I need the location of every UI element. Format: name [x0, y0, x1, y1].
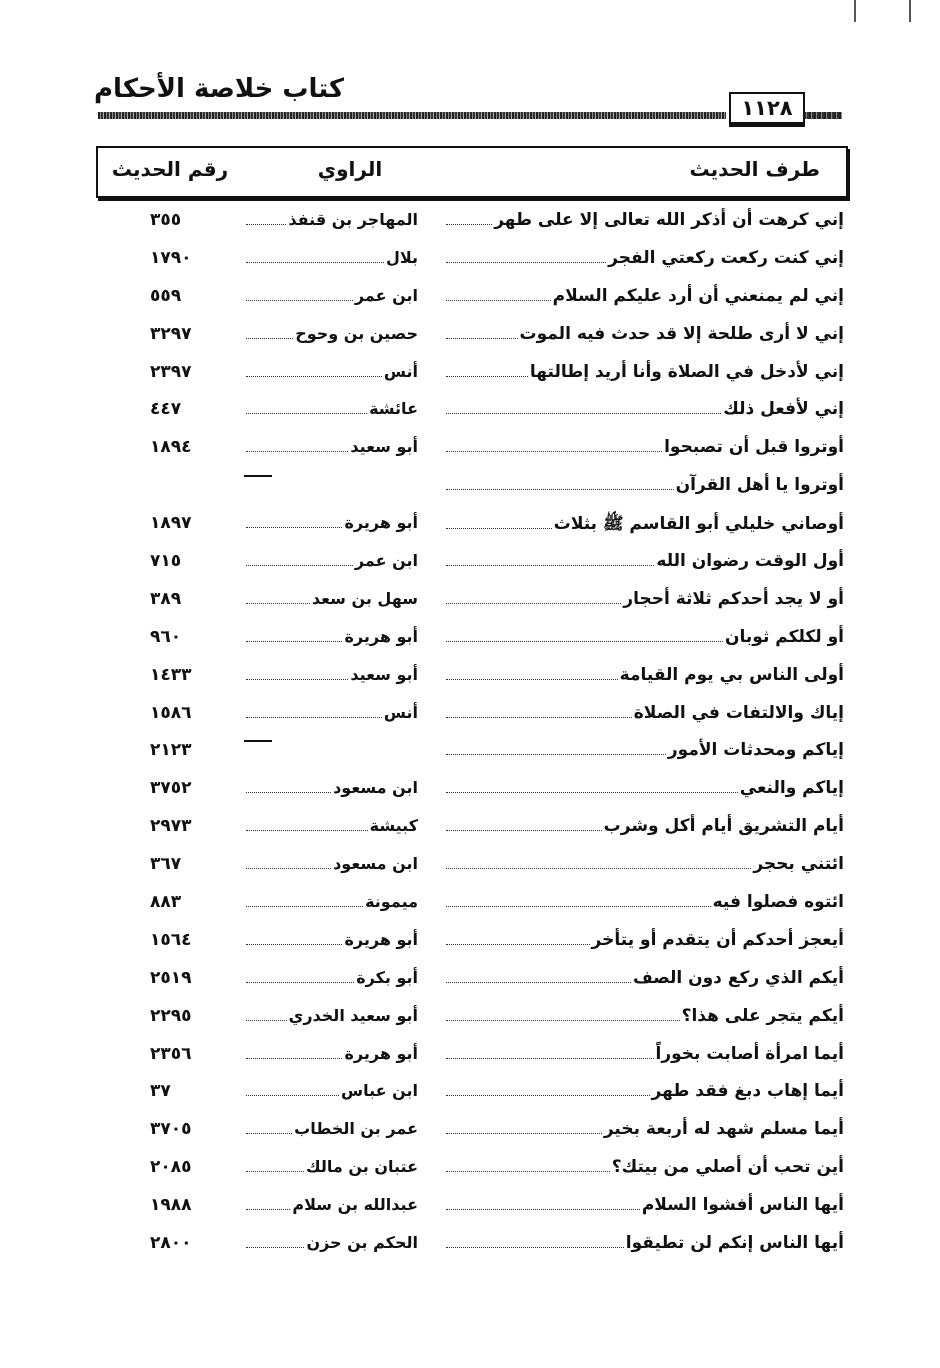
hadith-text [444, 892, 844, 912]
hadith-number: ٣٧٥٢ [150, 778, 192, 799]
dot-leader [246, 829, 368, 831]
dot-leader [446, 1057, 654, 1059]
dot-leader [446, 1170, 610, 1172]
hadith-label: إني لأدخل في الصلاة وأنا أريد إطالتها [529, 361, 844, 382]
hadith-number: ٩٦٠ [150, 626, 182, 647]
dot-leader [246, 716, 382, 718]
narrator-cell [244, 1157, 418, 1176]
hadith-number: ٨٨٣ [150, 892, 182, 913]
dot-leader [446, 602, 621, 604]
narrator-cell [244, 1195, 418, 1214]
narrator-name: أنس [383, 702, 418, 722]
table-row [0, 1040, 940, 1078]
table-row [0, 1191, 940, 1229]
dot-leader [246, 526, 342, 528]
table-row [0, 206, 940, 244]
hadith-number: ٢٨٠٠ [150, 1233, 192, 1254]
dot-leader [246, 867, 331, 869]
hadith-number: ١٩٨٨ [150, 1195, 192, 1216]
hadith-text [444, 475, 844, 495]
hadith-label: أيما امرأة أصابت بخوراً [655, 1043, 844, 1064]
table-row [0, 320, 940, 358]
hadith-text [444, 1119, 844, 1139]
hadith-number: ١٥٦٤ [150, 929, 192, 950]
hadith-number: ٣٧٠٥ [150, 1119, 192, 1140]
table-row [0, 1153, 940, 1191]
dot-leader [446, 905, 711, 907]
narrator-cell [244, 854, 418, 873]
narrator-cell [244, 248, 418, 267]
hadith-label: أوصاني خليلي أبو القاسم ﷺ بثلاث [553, 514, 844, 535]
hadith-label: ائتوه فصلوا فيه [712, 892, 844, 913]
hadith-number: ٥٥٩ [150, 285, 182, 306]
dot-leader [246, 1094, 339, 1096]
dot-leader [246, 1132, 292, 1134]
narrator-name: أبو سعيد [350, 664, 418, 684]
table-row [0, 699, 940, 737]
dot-leader [446, 450, 662, 452]
narrator-name: أنس [383, 361, 418, 381]
dot-leader [446, 716, 632, 718]
dot-leader [246, 1057, 342, 1059]
dot-leader [446, 412, 721, 414]
narrator-name: ابن مسعود [333, 854, 418, 874]
hadith-number: ٧١٥ [150, 551, 182, 572]
hadith-label: أول الوقت رضوان الله [656, 551, 844, 572]
dot-leader [246, 223, 286, 225]
table-row [0, 471, 940, 509]
hadith-text [444, 1195, 844, 1215]
dot-leader [446, 488, 674, 490]
hadith-label: إني لأفعل ذلك [723, 399, 844, 420]
narrator-cell [244, 437, 418, 456]
dot-leader [246, 791, 331, 793]
dot-leader [246, 640, 342, 642]
hadith-number: ٤٤٧ [150, 399, 182, 420]
narrator-name: أبو بكرة [356, 967, 418, 987]
narrator-name: حصين بن وحوح [295, 323, 418, 343]
dot-leader [446, 527, 552, 529]
hadith-label: أيام التشريق أيام أكل وشرب [603, 816, 844, 837]
table-row [0, 1077, 940, 1115]
dot-leader [246, 1019, 287, 1021]
dot-leader [446, 753, 666, 755]
dot-leader [246, 564, 353, 566]
hadith-text [444, 1233, 844, 1253]
narrator-cell [244, 589, 418, 608]
hadith-number: ٢٢٩٥ [150, 1005, 192, 1026]
narrator-name: ميمونة [365, 892, 418, 912]
hadith-number: ١٤٣٣ [150, 664, 192, 685]
table-row [0, 282, 940, 320]
hadith-label: إني كرهت أن أذكر الله تعالى إلا على طهر [494, 210, 844, 230]
hadith-number: ٢٠٨٥ [150, 1157, 192, 1178]
narrator-cell [244, 816, 418, 835]
table-row [0, 774, 940, 812]
hadith-text [444, 703, 844, 723]
dot-leader [446, 299, 551, 301]
hadith-text [444, 551, 844, 571]
hadith-number: ١٨٩٤ [150, 437, 192, 458]
hadith-text [444, 968, 844, 988]
table-row [0, 926, 940, 964]
hadith-text [444, 854, 844, 874]
hadith-number: ٣٨٩ [150, 588, 182, 609]
hadith-label: إياكم ومحدثات الأمور [667, 740, 844, 761]
table-row [0, 1115, 940, 1153]
narrator-cell [244, 968, 418, 987]
hadith-label: إني لم يمنعني أن أرد عليكم السلام [552, 285, 844, 306]
table-row [0, 244, 940, 282]
hadith-label: أوتروا قبل أن تصبحوا [664, 437, 844, 458]
table-row [0, 395, 940, 433]
header-rule [98, 112, 726, 119]
narrator-name: عمر بن الخطاب [294, 1119, 418, 1139]
narrator-cell [244, 930, 418, 949]
table-row [0, 661, 940, 699]
hadith-number: ٢٣٥٦ [150, 1043, 192, 1064]
narrator-cell [244, 362, 418, 381]
narrator-cell [244, 551, 418, 570]
dot-leader [246, 261, 384, 263]
ditto-dash [244, 475, 272, 477]
dot-leader [446, 337, 518, 339]
hadith-text [444, 437, 844, 457]
page-number: ١١٢٨ [729, 92, 805, 127]
hadith-text [444, 589, 844, 609]
narrator-name: ابن عمر [354, 285, 418, 305]
hadith-label: إياكم والنعي [739, 778, 844, 799]
book-title: كتاب خلاصة الأحكام [94, 74, 345, 104]
hadith-label: ائتني بحجر [753, 854, 844, 875]
narrator-cell [244, 778, 418, 797]
narrator-name: أبو سعيد [350, 437, 418, 457]
table-row [0, 358, 940, 396]
narrator-name: ابن عباس [340, 1081, 418, 1101]
table-row [0, 964, 940, 1002]
narrator-name: أبو هريرة [344, 929, 418, 949]
hadith-text [444, 248, 844, 268]
dot-leader [246, 678, 348, 680]
narrator-cell [244, 324, 418, 343]
hadith-number: ٢٩٧٣ [150, 816, 192, 837]
table-row [0, 1002, 940, 1040]
narrator-cell [244, 399, 418, 418]
column-header-number: رقم الحديث [111, 157, 229, 181]
hadith-label: أيما إهاب دبغ فقد طهر [651, 1081, 844, 1102]
table-row [0, 509, 940, 547]
hadith-number: ٣٦٧ [150, 854, 182, 875]
narrator-name: سهل بن سعد [311, 588, 418, 608]
dot-leader [246, 1170, 304, 1172]
dot-leader [246, 905, 363, 907]
hadith-text [444, 1157, 844, 1177]
narrator-cell [244, 892, 418, 911]
column-header-hadith: طرف الحديث [689, 157, 820, 181]
narrator-name: ابن مسعود [333, 778, 418, 798]
narrator-cell [244, 665, 418, 684]
dot-leader [446, 564, 654, 566]
dot-leader [246, 375, 382, 377]
hadith-text [444, 399, 844, 419]
hadith-number: ٣٢٩٧ [150, 323, 192, 344]
dot-leader [446, 223, 492, 225]
hadith-index-list [0, 206, 940, 1267]
narrator-name: المهاجر بن قنفذ [288, 210, 418, 229]
hadith-text [444, 513, 844, 538]
dot-leader [446, 1132, 602, 1134]
crop-mark [909, 0, 911, 22]
hadith-text [444, 324, 844, 344]
narrator-name: عتبان بن مالك [305, 1157, 418, 1177]
hadith-label: أيعجز أحدكم أن يتقدم أو يتأخر [591, 929, 844, 950]
dot-leader [446, 261, 606, 263]
hadith-number: ٣٧ [150, 1081, 171, 1102]
narrator-name: عائشة [369, 399, 418, 419]
hadith-number: ٢١٢٣ [150, 740, 192, 761]
dot-leader [446, 1094, 650, 1096]
hadith-label: أين تحب أن أصلي من بيتك؟ [611, 1157, 844, 1178]
hadith-text [444, 778, 844, 798]
narrator-cell [244, 1044, 418, 1063]
dot-leader [246, 337, 293, 339]
hadith-label: أوتروا يا أهل القرآن [675, 475, 844, 496]
hadith-text [444, 740, 844, 760]
table-row [0, 623, 940, 661]
hadith-number: ١٨٩٧ [150, 513, 192, 534]
narrator-name: كبيشة [369, 816, 418, 836]
hadith-label: إني لا أرى طلحة إلا قد حدث فيه الموت [519, 323, 844, 344]
narrator-cell [244, 286, 418, 305]
dot-leader [446, 829, 602, 831]
narrator-cell [244, 703, 418, 722]
narrator-cell [244, 1233, 418, 1252]
dot-leader [446, 943, 590, 945]
hadith-text [444, 286, 844, 306]
dot-leader [446, 640, 723, 642]
hadith-number: ١٥٨٦ [150, 702, 192, 723]
narrator-cell [244, 1081, 418, 1100]
narrator-cell [244, 475, 418, 482]
hadith-text [444, 1044, 844, 1064]
dot-leader [446, 1019, 680, 1021]
hadith-text [444, 816, 844, 836]
dot-leader [446, 1246, 624, 1248]
dot-leader [446, 375, 528, 377]
narrator-cell [244, 210, 418, 229]
column-header-narrator: الراوي [317, 157, 383, 181]
narrator-cell [244, 1119, 418, 1138]
ditto-dash [244, 740, 272, 742]
dot-leader [246, 1208, 290, 1210]
hadith-label: إني كنت ركعت ركعتي الفجر [608, 247, 844, 268]
header-rule-right [804, 112, 842, 119]
narrator-cell [244, 740, 418, 747]
narrator-cell [244, 1006, 418, 1025]
narrator-name: عبدالله بن سلام [292, 1195, 418, 1215]
table-row [0, 1229, 940, 1267]
dot-leader [446, 867, 751, 869]
dot-leader [246, 943, 342, 945]
hadith-label: أيها الناس إنكم لن تطيقوا [625, 1233, 844, 1254]
narrator-cell [244, 513, 418, 532]
hadith-number: ٣٥٥ [150, 210, 182, 230]
hadith-label: أيما مسلم شهد له أربعة بخير [603, 1119, 844, 1140]
narrator-cell [244, 627, 418, 646]
crop-mark [854, 0, 856, 22]
hadith-label: إياك والالتفات في الصلاة [633, 702, 844, 723]
dot-leader [246, 1246, 304, 1248]
hadith-text [444, 1006, 844, 1026]
narrator-name: ابن عمر [354, 551, 418, 571]
dot-leader [246, 299, 353, 301]
narrator-name: أبو هريرة [344, 513, 418, 533]
dot-leader [446, 678, 618, 680]
hadith-label: أيها الناس أفشوا السلام [641, 1195, 844, 1216]
dot-leader [246, 981, 354, 983]
narrator-name: أبو سعيد الخدري [288, 1005, 418, 1025]
hadith-number: ٢٣٩٧ [150, 361, 192, 382]
table-row [0, 547, 940, 585]
table-row [0, 736, 940, 774]
table-row [0, 812, 940, 850]
table-row [0, 888, 940, 926]
hadith-text [444, 1081, 844, 1101]
hadith-label: أيكم يتجر على هذا؟ [681, 1005, 844, 1026]
dot-leader [246, 412, 367, 414]
dot-leader [246, 602, 310, 604]
hadith-text [444, 665, 844, 685]
dot-leader [246, 450, 348, 452]
hadith-label: أو لا يجد أحدكم ثلاثة أحجار [623, 588, 844, 609]
narrator-name: الحكم بن حزن [306, 1233, 418, 1253]
hadith-text [444, 362, 844, 382]
hadith-label: أولى الناس بي يوم القيامة [619, 664, 844, 685]
table-row [0, 433, 940, 471]
hadith-number: ١٧٩٠ [150, 247, 192, 268]
hadith-text [444, 627, 844, 647]
narrator-name: أبو هريرة [344, 1043, 418, 1063]
hadith-number: ٢٥١٩ [150, 967, 192, 988]
hadith-text [444, 930, 844, 950]
hadith-label: أو لكلكم ثوبان [725, 626, 844, 647]
table-row [0, 850, 940, 888]
dot-leader [446, 981, 631, 983]
dot-leader [446, 1208, 640, 1210]
table-row [0, 585, 940, 623]
narrator-name: بلال [385, 247, 418, 267]
dot-leader [446, 791, 738, 793]
narrator-name: أبو هريرة [344, 626, 418, 646]
hadith-label: أيكم الذي ركع دون الصف [632, 967, 844, 988]
hadith-text [444, 210, 844, 230]
